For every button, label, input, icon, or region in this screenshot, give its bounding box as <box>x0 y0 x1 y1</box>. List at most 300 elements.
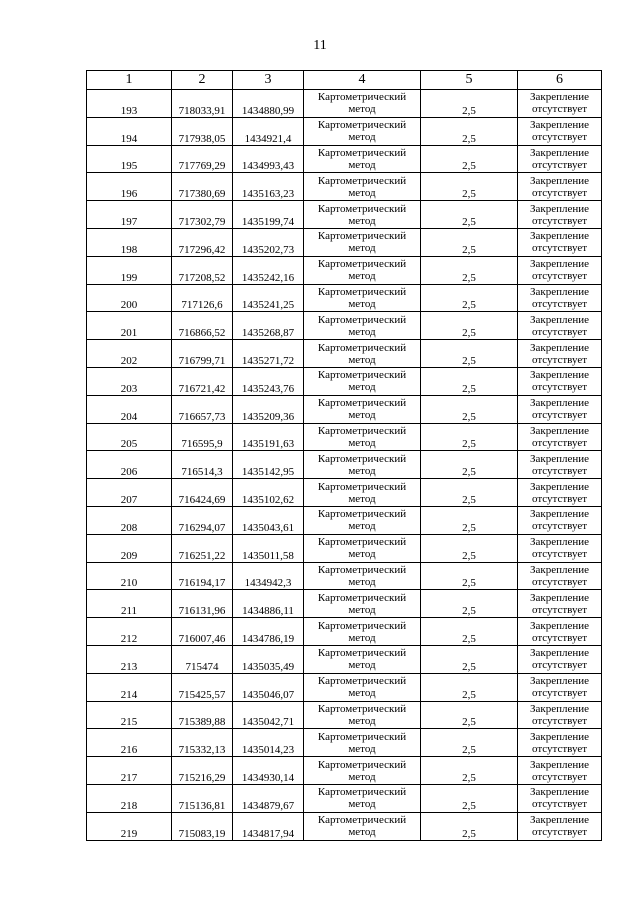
method-cell-line: метод <box>348 770 376 783</box>
fixing-cell-line: Закрепление <box>529 591 590 604</box>
coordinate-x-cell: 717208,52 <box>172 256 233 284</box>
fixing-cell <box>518 645 602 673</box>
fixing-cell-line: Закрепление <box>529 786 590 799</box>
accuracy-cell: 2,5 <box>421 173 518 201</box>
coordinate-y-cell: 1434921,4 <box>233 117 304 145</box>
fixing-cell <box>518 173 602 201</box>
fixing-cell <box>518 228 602 256</box>
method-cell-line: Картометрический <box>317 619 407 632</box>
fixing-cell-line: отсутствует <box>531 436 588 449</box>
column-header: 1 <box>87 71 172 90</box>
method-cell-line: Картометрический <box>317 508 407 521</box>
coordinate-y-cell: 1435271,72 <box>233 340 304 368</box>
fixing-cell-line: Закрепление <box>529 313 590 326</box>
method-cell-line: Картометрический <box>317 591 407 604</box>
column-header: 2 <box>172 71 233 90</box>
method-cell-line: Картометрический <box>317 424 407 437</box>
fixing-cell <box>518 506 602 534</box>
accuracy-cell: 2,5 <box>421 312 518 340</box>
fixing-cell-line: отсутствует <box>531 826 588 839</box>
fixing-cell-line: отсутствует <box>531 548 588 561</box>
coordinate-x-cell: 716251,22 <box>172 534 233 562</box>
coordinate-x-cell: 715216,29 <box>172 757 233 785</box>
fixing-cell-line: Закрепление <box>529 730 590 743</box>
method-cell-line: Картометрический <box>317 146 407 159</box>
method-cell-line: метод <box>348 214 376 227</box>
method-cell-line: метод <box>348 520 376 533</box>
coordinate-x-cell: 716514,3 <box>172 451 233 479</box>
accuracy-cell: 2,5 <box>421 228 518 256</box>
table-row <box>87 340 602 368</box>
fixing-cell <box>518 451 602 479</box>
fixing-cell-line: Закрепление <box>529 146 590 159</box>
accuracy-cell: 2,5 <box>421 145 518 173</box>
accuracy-cell: 2,5 <box>421 784 518 812</box>
coordinate-x-cell: 715136,81 <box>172 784 233 812</box>
accuracy-cell: 2,5 <box>421 479 518 507</box>
fixing-cell-line: Закрепление <box>529 702 590 715</box>
fixing-cell <box>518 201 602 229</box>
fixing-cell <box>518 312 602 340</box>
fixing-cell-line: отсутствует <box>531 270 588 283</box>
coordinate-x-cell: 717380,69 <box>172 173 233 201</box>
fixing-cell <box>518 284 602 312</box>
fixing-cell-line: Закрепление <box>529 91 590 104</box>
fixing-cell-line: Закрепление <box>529 341 590 354</box>
fixing-cell-line: отсутствует <box>531 103 588 116</box>
coordinate-y-cell: 1434786,19 <box>233 618 304 646</box>
method-cell-line: метод <box>348 353 376 366</box>
point-number-cell: 194 <box>87 117 172 145</box>
coordinate-x-cell: 717296,42 <box>172 228 233 256</box>
fixing-cell <box>518 395 602 423</box>
point-number-cell: 201 <box>87 312 172 340</box>
coordinate-x-cell: 716657,73 <box>172 395 233 423</box>
fixing-cell-line: Закрепление <box>529 119 590 132</box>
column-header: 3 <box>233 71 304 90</box>
method-cell <box>304 201 421 229</box>
point-number-cell: 200 <box>87 284 172 312</box>
fixing-cell-line: отсутствует <box>531 603 588 616</box>
coordinate-y-cell: 1434942,3 <box>233 562 304 590</box>
accuracy-cell: 2,5 <box>421 590 518 618</box>
coordinate-x-cell: 715425,57 <box>172 673 233 701</box>
method-cell-line: метод <box>348 409 376 422</box>
table-row <box>87 284 602 312</box>
accuracy-cell: 2,5 <box>421 562 518 590</box>
method-cell-line: метод <box>348 687 376 700</box>
fixing-cell-line: отсутствует <box>531 687 588 700</box>
method-cell <box>304 423 421 451</box>
fixing-cell <box>518 757 602 785</box>
method-cell <box>304 340 421 368</box>
coordinate-y-cell: 1435035,49 <box>233 645 304 673</box>
method-cell-line: метод <box>348 297 376 310</box>
table-row <box>87 673 602 701</box>
method-cell-line: Картометрический <box>317 341 407 354</box>
coordinate-x-cell: 715083,19 <box>172 812 233 840</box>
coordinate-y-cell: 1435042,71 <box>233 701 304 729</box>
table-row <box>87 479 602 507</box>
fixing-cell <box>518 423 602 451</box>
point-number-cell: 195 <box>87 145 172 173</box>
method-cell <box>304 812 421 840</box>
point-number-cell: 202 <box>87 340 172 368</box>
method-cell-line: Картометрический <box>317 480 407 493</box>
coordinate-x-cell: 717302,79 <box>172 201 233 229</box>
fixing-cell <box>518 117 602 145</box>
table-row <box>87 256 602 284</box>
coordinate-x-cell: 715332,13 <box>172 729 233 757</box>
fixing-cell-line: Закрепление <box>529 480 590 493</box>
fixing-cell-line: Закрепление <box>529 397 590 410</box>
method-cell-line: Картометрический <box>317 563 407 576</box>
method-cell-line: метод <box>348 325 376 338</box>
point-number-cell: 204 <box>87 395 172 423</box>
method-cell-line: Картометрический <box>317 758 407 771</box>
method-cell <box>304 784 421 812</box>
accuracy-cell: 2,5 <box>421 423 518 451</box>
coordinate-y-cell: 1435209,36 <box>233 395 304 423</box>
method-cell-line: Картометрический <box>317 258 407 271</box>
fixing-cell <box>518 618 602 646</box>
method-cell-line: Картометрический <box>317 397 407 410</box>
coordinate-x-cell: 715389,88 <box>172 701 233 729</box>
fixing-cell-line: отсутствует <box>531 186 588 199</box>
fixing-cell-line: Закрепление <box>529 536 590 549</box>
fixing-cell-line: Закрепление <box>529 230 590 243</box>
page-number: 11 <box>313 38 327 53</box>
point-number-cell: 216 <box>87 729 172 757</box>
coordinate-x-cell: 716866,52 <box>172 312 233 340</box>
table-row <box>87 117 602 145</box>
table-row <box>87 90 602 118</box>
method-cell-line: Картометрический <box>317 313 407 326</box>
method-cell-line: Картометрический <box>317 230 407 243</box>
method-cell <box>304 562 421 590</box>
point-number-cell: 199 <box>87 256 172 284</box>
fixing-cell-line: Закрепление <box>529 424 590 437</box>
coordinate-x-cell: 716799,71 <box>172 340 233 368</box>
method-cell <box>304 145 421 173</box>
accuracy-cell: 2,5 <box>421 117 518 145</box>
coordinate-y-cell: 1435202,73 <box>233 228 304 256</box>
point-number-cell: 219 <box>87 812 172 840</box>
method-cell-line: Картометрический <box>317 452 407 465</box>
coordinate-y-cell: 1435199,74 <box>233 201 304 229</box>
fixing-cell-line: отсутствует <box>531 520 588 533</box>
coordinate-y-cell: 1435102,62 <box>233 479 304 507</box>
fixing-cell-line: отсутствует <box>531 742 588 755</box>
method-cell-line: Картометрический <box>317 675 407 688</box>
coordinate-x-cell: 718033,91 <box>172 90 233 118</box>
table-row <box>87 701 602 729</box>
method-cell <box>304 312 421 340</box>
accuracy-cell: 2,5 <box>421 284 518 312</box>
fixing-cell-line: отсутствует <box>531 353 588 366</box>
coordinate-y-cell: 1435241,25 <box>233 284 304 312</box>
coordinate-y-cell: 1434886,11 <box>233 590 304 618</box>
accuracy-cell: 2,5 <box>421 256 518 284</box>
point-number-cell: 218 <box>87 784 172 812</box>
coordinate-y-cell: 1434880,99 <box>233 90 304 118</box>
coordinate-y-cell: 1435142,95 <box>233 451 304 479</box>
point-number-cell: 209 <box>87 534 172 562</box>
fixing-cell-line: Закрепление <box>529 174 590 187</box>
fixing-cell-line: Закрепление <box>529 675 590 688</box>
method-cell <box>304 645 421 673</box>
fixing-cell-line: Закрепление <box>529 563 590 576</box>
method-cell-line: Картометрический <box>317 647 407 660</box>
accuracy-cell: 2,5 <box>421 395 518 423</box>
method-cell <box>304 451 421 479</box>
point-number-cell: 207 <box>87 479 172 507</box>
accuracy-cell: 2,5 <box>421 201 518 229</box>
coordinate-x-cell: 716131,96 <box>172 590 233 618</box>
column-header: 5 <box>421 71 518 90</box>
method-cell <box>304 729 421 757</box>
coordinate-x-cell: 716424,69 <box>172 479 233 507</box>
table-row <box>87 451 602 479</box>
coordinate-y-cell: 1435191,63 <box>233 423 304 451</box>
method-cell-line: метод <box>348 603 376 616</box>
accuracy-cell: 2,5 <box>421 701 518 729</box>
table-row <box>87 757 602 785</box>
coordinate-y-cell: 1435242,16 <box>233 256 304 284</box>
accuracy-cell: 2,5 <box>421 506 518 534</box>
fixing-cell <box>518 90 602 118</box>
fixing-cell <box>518 534 602 562</box>
table-row <box>87 173 602 201</box>
point-number-cell: 217 <box>87 757 172 785</box>
coordinate-y-cell: 1434879,67 <box>233 784 304 812</box>
method-cell <box>304 284 421 312</box>
coordinate-x-cell: 716721,42 <box>172 367 233 395</box>
coordinate-y-cell: 1435268,87 <box>233 312 304 340</box>
column-header: 6 <box>518 71 602 90</box>
method-cell-line: метод <box>348 131 376 144</box>
method-cell-line: Картометрический <box>317 285 407 298</box>
fixing-cell <box>518 256 602 284</box>
method-cell <box>304 506 421 534</box>
fixing-cell <box>518 340 602 368</box>
accuracy-cell: 2,5 <box>421 367 518 395</box>
coordinate-x-cell: 716007,46 <box>172 618 233 646</box>
method-cell-line: Картометрический <box>317 91 407 104</box>
coordinate-x-cell: 717769,29 <box>172 145 233 173</box>
fixing-cell-line: Закрепление <box>529 647 590 660</box>
fixing-cell-line: отсутствует <box>531 409 588 422</box>
method-cell-line: метод <box>348 492 376 505</box>
method-cell-line: Картометрический <box>317 814 407 827</box>
method-cell <box>304 367 421 395</box>
fixing-cell <box>518 812 602 840</box>
fixing-cell <box>518 673 602 701</box>
fixing-cell-line: Закрепление <box>529 369 590 382</box>
table-row <box>87 312 602 340</box>
accuracy-cell: 2,5 <box>421 757 518 785</box>
point-number-cell: 212 <box>87 618 172 646</box>
point-number-cell: 193 <box>87 90 172 118</box>
fixing-cell-line: Закрепление <box>529 258 590 271</box>
fixing-cell-line: Закрепление <box>529 758 590 771</box>
table-row <box>87 562 602 590</box>
table-row <box>87 145 602 173</box>
table-header-row <box>87 71 602 90</box>
fixing-cell-line: отсутствует <box>531 158 588 171</box>
coordinate-y-cell: 1435011,58 <box>233 534 304 562</box>
point-number-cell: 211 <box>87 590 172 618</box>
table-row <box>87 367 602 395</box>
accuracy-cell: 2,5 <box>421 340 518 368</box>
point-number-cell: 215 <box>87 701 172 729</box>
fixing-cell-line: отсутствует <box>531 242 588 255</box>
fixing-cell-line: отсутствует <box>531 575 588 588</box>
accuracy-cell: 2,5 <box>421 90 518 118</box>
fixing-cell <box>518 145 602 173</box>
method-cell-line: метод <box>348 103 376 116</box>
method-cell <box>304 117 421 145</box>
method-cell-line: метод <box>348 742 376 755</box>
fixing-cell <box>518 784 602 812</box>
method-cell <box>304 757 421 785</box>
fixing-cell <box>518 729 602 757</box>
fixing-cell <box>518 479 602 507</box>
method-cell <box>304 590 421 618</box>
point-number-cell: 197 <box>87 201 172 229</box>
coordinate-x-cell: 716294,07 <box>172 506 233 534</box>
method-cell-line: метод <box>348 436 376 449</box>
coordinate-y-cell: 1435163,23 <box>233 173 304 201</box>
method-cell <box>304 701 421 729</box>
method-cell-line: метод <box>348 242 376 255</box>
point-number-cell: 210 <box>87 562 172 590</box>
point-number-cell: 203 <box>87 367 172 395</box>
coordinates-table <box>86 70 602 841</box>
method-cell <box>304 618 421 646</box>
method-cell-line: Картометрический <box>317 369 407 382</box>
fixing-cell-line: Закрепление <box>529 508 590 521</box>
point-number-cell: 213 <box>87 645 172 673</box>
accuracy-cell: 2,5 <box>421 451 518 479</box>
method-cell-line: метод <box>348 158 376 171</box>
fixing-cell-line: отсутствует <box>531 714 588 727</box>
table-row <box>87 618 602 646</box>
method-cell <box>304 534 421 562</box>
table-row <box>87 590 602 618</box>
coordinate-y-cell: 1434930,14 <box>233 757 304 785</box>
fixing-cell-line: Закрепление <box>529 814 590 827</box>
method-cell-line: Картометрический <box>317 702 407 715</box>
fixing-cell-line: отсутствует <box>531 492 588 505</box>
method-cell-line: Картометрический <box>317 786 407 799</box>
fixing-cell-line: Закрепление <box>529 452 590 465</box>
method-cell <box>304 673 421 701</box>
table-body <box>87 90 602 841</box>
coordinate-y-cell: 1434993,43 <box>233 145 304 173</box>
method-cell <box>304 90 421 118</box>
fixing-cell-line: отсутствует <box>531 659 588 672</box>
accuracy-cell: 2,5 <box>421 534 518 562</box>
method-cell-line: метод <box>348 714 376 727</box>
method-cell-line: Картометрический <box>317 536 407 549</box>
fixing-cell-line: отсутствует <box>531 770 588 783</box>
point-number-cell: 214 <box>87 673 172 701</box>
accuracy-cell: 2,5 <box>421 729 518 757</box>
point-number-cell: 208 <box>87 506 172 534</box>
fixing-cell-line: Закрепление <box>529 285 590 298</box>
table-row <box>87 201 602 229</box>
fixing-cell-line: отсутствует <box>531 631 588 644</box>
fixing-cell-line: отсутствует <box>531 464 588 477</box>
accuracy-cell: 2,5 <box>421 645 518 673</box>
method-cell-line: метод <box>348 798 376 811</box>
method-cell-line: Картометрический <box>317 730 407 743</box>
method-cell-line: Картометрический <box>317 202 407 215</box>
table-row <box>87 784 602 812</box>
method-cell-line: Картометрический <box>317 174 407 187</box>
method-cell-line: метод <box>348 575 376 588</box>
method-cell <box>304 479 421 507</box>
fixing-cell-line: отсутствует <box>531 325 588 338</box>
fixing-cell-line: отсутствует <box>531 297 588 310</box>
method-cell-line: метод <box>348 381 376 394</box>
point-number-cell: 205 <box>87 423 172 451</box>
coordinate-y-cell: 1435014,23 <box>233 729 304 757</box>
method-cell-line: метод <box>348 659 376 672</box>
column-header: 4 <box>304 71 421 90</box>
point-number-cell: 206 <box>87 451 172 479</box>
accuracy-cell: 2,5 <box>421 618 518 646</box>
coordinate-x-cell: 717938,05 <box>172 117 233 145</box>
coordinate-y-cell: 1434817,94 <box>233 812 304 840</box>
coordinate-y-cell: 1435043,61 <box>233 506 304 534</box>
table-row <box>87 645 602 673</box>
fixing-cell <box>518 562 602 590</box>
coordinate-y-cell: 1435243,76 <box>233 367 304 395</box>
method-cell-line: Картометрический <box>317 119 407 132</box>
point-number-cell: 196 <box>87 173 172 201</box>
accuracy-cell: 2,5 <box>421 673 518 701</box>
method-cell-line: метод <box>348 464 376 477</box>
table-row <box>87 395 602 423</box>
method-cell-line: метод <box>348 270 376 283</box>
table-row <box>87 812 602 840</box>
method-cell-line: метод <box>348 186 376 199</box>
method-cell-line: метод <box>348 548 376 561</box>
coordinate-y-cell: 1435046,07 <box>233 673 304 701</box>
coordinate-x-cell: 715474 <box>172 645 233 673</box>
fixing-cell-line: отсутствует <box>531 381 588 394</box>
coordinate-x-cell: 716194,17 <box>172 562 233 590</box>
method-cell <box>304 228 421 256</box>
method-cell <box>304 173 421 201</box>
fixing-cell-line: Закрепление <box>529 619 590 632</box>
coordinate-x-cell: 716595,9 <box>172 423 233 451</box>
table-row <box>87 228 602 256</box>
fixing-cell-line: отсутствует <box>531 214 588 227</box>
accuracy-cell: 2,5 <box>421 812 518 840</box>
fixing-cell-line: отсутствует <box>531 798 588 811</box>
point-number-cell: 198 <box>87 228 172 256</box>
table-row <box>87 506 602 534</box>
method-cell-line: метод <box>348 631 376 644</box>
fixing-cell-line: отсутствует <box>531 131 588 144</box>
method-cell <box>304 256 421 284</box>
fixing-cell <box>518 701 602 729</box>
method-cell <box>304 395 421 423</box>
method-cell-line: метод <box>348 826 376 839</box>
